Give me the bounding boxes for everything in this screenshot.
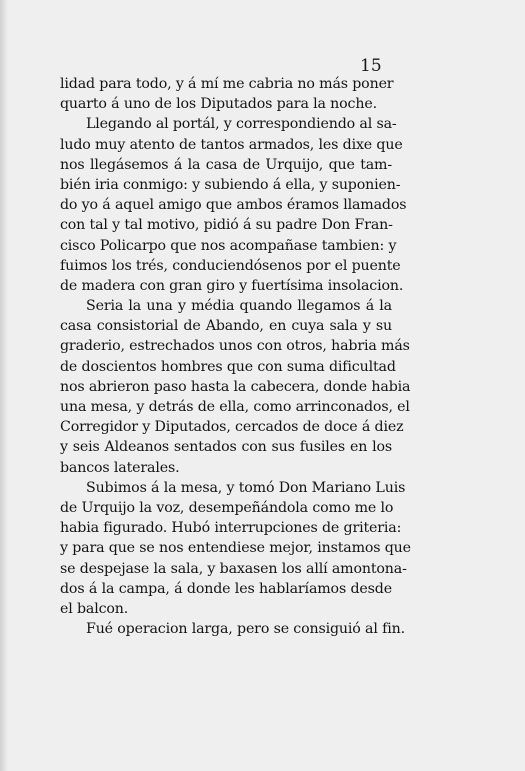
text-line: bancos laterales. (60, 459, 180, 476)
text-line: nos abrieron paso hasta la cabecera, donde habia (60, 378, 411, 395)
text-line: Seria la una y média quando llegamos á la (86, 298, 392, 315)
text-line: cisco Policarpo que nos acompañase tambien: y (60, 237, 397, 254)
text-line: de doscientos hombres que con suma dificultad (60, 358, 396, 375)
text-line: y para que se nos entendiese mejor, instamos que (60, 540, 411, 557)
text-line: una mesa, y detrás de ella, como arrinconados, el (60, 399, 410, 415)
text-line: Corregidor y Diputados, cercados de doce á diez (60, 419, 404, 436)
text-line: con tal y tal motivo, pidió á su padre Don Fran- (60, 217, 393, 234)
text-line: Fué operacion larga, pero se consiguió al fin. (86, 621, 405, 638)
text-line: Llegando al portál, y correspondiendo al sa- (86, 116, 397, 133)
text-line: quarto á uno de los Diputados para la noche. (60, 96, 377, 113)
text-line: bién iria conmigo: y subiendo á ella, y suponien- (60, 176, 401, 193)
text-line: se despejase la sala, y baxasen los allí amontona- (60, 560, 407, 577)
text-line: habia figurado. Hubó interrupciones de griteria: (60, 520, 402, 537)
text-line: nos llegásemos á la casa de Urquijo, que tam- (60, 156, 392, 173)
text-line: lidad para todo, y á mí me cabria no más poner (60, 76, 394, 92)
text-line: fuimos los trés, conduciendósenos por el puente (60, 257, 401, 274)
text-line: ludo muy atento de tantos armados, les dixe que (60, 136, 403, 153)
text-line: el balcon. (60, 600, 129, 617)
page-number: 15 (360, 56, 382, 76)
text-line: graderio, estrechados unos con otros, habria más (60, 338, 410, 355)
text-line: Subimos á la mesa, y tomó Don Mariano Luis (86, 479, 406, 496)
text-line: do yo á aquel amigo que ambos éramos llamados (60, 197, 407, 214)
text-line: casa consistorial de Abando, en cuya sala y su (60, 318, 392, 335)
body-text (60, 74, 411, 639)
text-line: de madera con gran giro y fuertísima insolacion. (60, 277, 404, 294)
gutter-shadow (0, 0, 8, 771)
text-line: y seis Aldeanos sentados con sus fusiles en los (60, 439, 392, 456)
text-line: de Urquijo la voz, desempeñándola como me lo (60, 499, 394, 516)
text-line: dos á la campa, á donde les hablaríamos desde (60, 580, 392, 597)
